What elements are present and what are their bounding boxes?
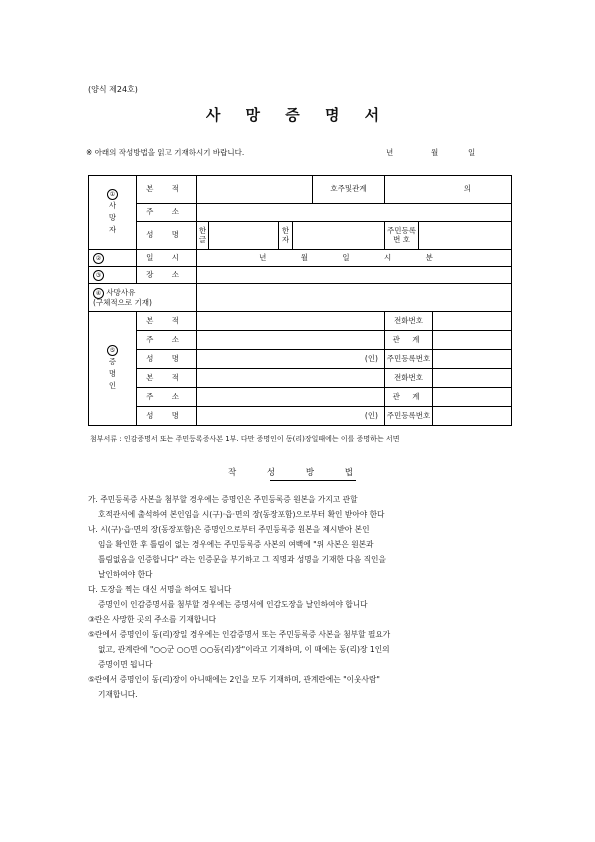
w1-seal[interactable]: (인) (197, 350, 385, 369)
w2-relation-value[interactable] (433, 388, 512, 407)
instruction-line: 없고, 관계란에 "○○군 ○○면 ○○동(리)장"이라고 기재하며, 이 때에는 동(리)장 1인의 (98, 645, 390, 654)
place-no-cell (89, 267, 137, 284)
w2-juso-label: 주 소 (137, 388, 197, 407)
date-day-label: 일 (468, 148, 476, 157)
juso-value[interactable] (197, 204, 512, 222)
w1-bonjeok-label: 본 적 (137, 312, 197, 331)
instruction-line: ⑤란에서 증명인이 동(리)장이 아니때에는 2인을 모두 기재하며, 관계란에는 "이웃사람" (88, 675, 380, 684)
w1-relation-label: 관 계 (385, 331, 433, 350)
circled-number-5: ⑤ (107, 345, 118, 356)
w2-name-label: 성 명 (137, 407, 197, 426)
cause-value[interactable] (197, 284, 512, 312)
instruction-line: 임을 확인한 후 틀림이 없는 경우에는 주민등록증 사본의 여백에 "위 사본은 원본과 (98, 540, 374, 549)
juso-label: 주 소 (137, 204, 197, 222)
instruction-line: 틀림없음을 인증합니다" 라는 인증문을 부기하고 그 직명과 성명을 기재한 다음 직인을 (98, 555, 386, 564)
place-value[interactable] (197, 267, 512, 284)
datetime-no-cell (89, 250, 137, 267)
datetime-value[interactable]: 년 월 일 시 분 (197, 250, 512, 267)
deceased-header-cell (89, 176, 137, 250)
circled-number-1: ① (107, 189, 118, 200)
circled-number-3: ③ (93, 270, 104, 281)
deceased-label: 사망자 (108, 201, 117, 234)
cause-sublabel: (구체적으로 기재) (93, 297, 152, 307)
instruction-line: ⑤란에서 증명인이 동(리)장일 경우에는 인감증명서 또는 주민등록증 사본을 첨부할 필요가 (88, 630, 391, 639)
w1-resident-label: 주민등록번호 (385, 350, 433, 369)
date-month-label: 월 (431, 148, 439, 157)
form-number: (양식 제24호) (88, 85, 138, 94)
instruction-line: 날인하여야 한다 (98, 570, 153, 579)
circled-number-2: ② (93, 253, 104, 264)
instruction-line: 증명이면 됩니다 (98, 660, 153, 669)
w2-bonjeok-label: 본 적 (137, 369, 197, 388)
instruction-line: 다. 도장을 찍는 대신 서명을 하여도 됩니다 (88, 585, 232, 594)
hangeul-label: 한글 (197, 222, 209, 250)
witness-header-cell (89, 312, 137, 426)
cause-label: 사망사유 (106, 287, 136, 297)
section-title: 작 성 방 법 (228, 468, 367, 478)
bonjeok-value[interactable] (197, 176, 313, 204)
w1-resident-value[interactable] (433, 350, 512, 369)
w2-resident-value[interactable] (433, 407, 512, 426)
w1-juso-value[interactable] (197, 331, 385, 350)
witness-label: 증명인 (108, 357, 117, 390)
instruction-line: 증명인이 인감증명서를 첨부할 경우에는 증명서에 인감도장을 날인하여야 합니다 (98, 600, 368, 609)
w2-resident-label: 주민등록번호 (385, 407, 433, 426)
resident-no-value[interactable] (419, 222, 512, 250)
w1-juso-label: 주 소 (137, 331, 197, 350)
hoju-value[interactable]: 의 (385, 176, 512, 204)
document-title: 사 망 증 명 서 (205, 106, 390, 124)
hanja-label: 한자 (279, 222, 293, 250)
place-label: 장 소 (137, 267, 197, 284)
bonjeok-label: 본 적 (137, 176, 197, 204)
w1-name-label: 성 명 (137, 350, 197, 369)
w2-juso-value[interactable] (197, 388, 385, 407)
w2-phone-value[interactable] (433, 369, 512, 388)
attachments-note: 첨부서류 : 인감증명서 또는 주민등록증사본 1부. 다만 증명인이 동(리)장일때에는 이를 증명하는 서면 (90, 435, 400, 443)
instruction-line: ③란은 사망한 곳의 주소를 기재합니다 (88, 615, 217, 624)
datetime-label: 일 시 (137, 250, 197, 267)
w2-bonjeok-value[interactable] (197, 369, 385, 388)
instruction-line: 나. 시(구)·읍·면의 장(동장포함)은 증명인으로부터 주민등록증 원본을 제시받아 본인 (88, 525, 370, 534)
circled-number-4: ④ (93, 288, 104, 299)
w2-phone-label: 전화번호 (385, 369, 433, 388)
w2-relation-label: 관 계 (385, 388, 433, 407)
name-label: 성 명 (137, 222, 197, 250)
cause-label-cell (89, 284, 197, 312)
section-underline (270, 480, 356, 481)
resident-no-label: 주민등록번 호 (385, 222, 419, 250)
w1-bonjeok-value[interactable] (197, 312, 385, 331)
hangeul-name-value[interactable] (209, 222, 279, 250)
w1-phone-label: 전화번호 (385, 312, 433, 331)
w2-seal[interactable]: (인) (197, 407, 385, 426)
instruction-line: 가. 주민등록증 사본을 첨부할 경우에는 증명인은 주민등록증 원본을 가지고 관할 (88, 495, 358, 504)
notice-text: ※ 아래의 작성방법을 읽고 기재하시기 바랍니다. (86, 148, 245, 157)
instruction-line: 호적관서에 출석하여 본인임을 시(구)·읍·면의 장(동장포함)으로부터 확인 받아야 한다 (98, 510, 385, 519)
hanja-name-value[interactable] (293, 222, 385, 250)
certificate-form-table (88, 175, 512, 426)
hoju-label: 호주및관계 (313, 176, 385, 204)
w1-phone-value[interactable] (433, 312, 512, 331)
instructions-block (88, 492, 508, 702)
date-year-label: 년 (386, 148, 394, 157)
w1-relation-value[interactable] (433, 331, 512, 350)
instruction-line: 기재합니다. (98, 690, 138, 699)
